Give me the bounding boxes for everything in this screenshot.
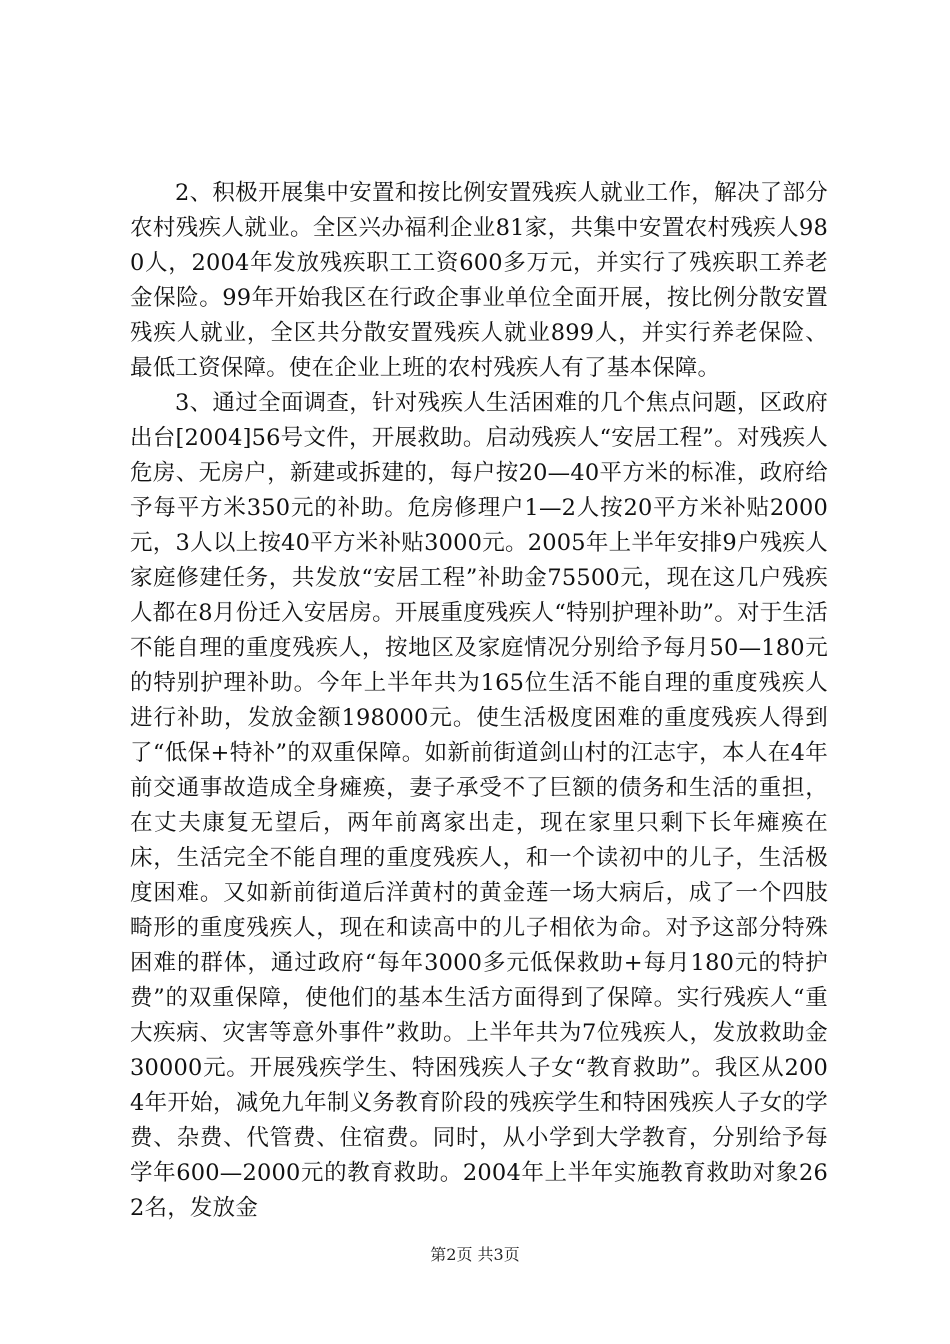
document-body (130, 176, 828, 1226)
paragraph-relief: 3、通过全面调查，针对残疾人生活困难的几个焦点问题，区政府出台[2004]56号文件，开展救助。启动残疾人“安居工程”。对残疾人危房、无房户，新建或拆建的，每户按20—40平方米的标准，政府给予每平方米350元的补助。危房修理户1—2人按20平方米补贴2000元，3人以上按40平方米补贴3000元。2005年上半年安排9户残疾人家庭修建任务，共发放“安居工程”补助金75500元，现在这几户残疾人都在8月份迁入安居房。开展重度残疾人“特别护理补助”。对于生活不能自理的重度残疾人，按地区及家庭情况分别给予每月50—180元的特别护理补助。今年上半年共为165位生活不能自理的重度残疾人进行补助，发放金额198000元。使生活极度困难的重度残疾人得到了“低保+特补”的双重保障。如新前街道剑山村的江志宇，本人在4年前交通事故造成全身瘫痪，妻子承受不了巨额的债务和生活的重担，在丈夫康复无望后，两年前离家出走，现在家里只剩下长年瘫痪在床，生活完全不能自理的重度残疾人，和一个读初中的儿子，生活极度困难。又如新前街道后洋黄村的黄金莲一场大病后，成了一个四肢畸形的重度残疾人，现在和读高中的儿子相依为命。对予这部分特殊困难的群体，通过政府“每年3000多元低保救助+每月180元的特护费”的双重保障，使他们的基本生活方面得到了保障。实行残疾人“重大疾病、灾害等意外事件”救助。上半年共为7位残疾人，发放救助金30000元。开展残疾学生、特困残疾人子女“教育救助”。我区从2004年开始，减免九年制义务教育阶段的残疾学生和特困残疾人子女的学费、杂费、代管费、住宿费。同时，从小学到大学教育，分别给予每学年600—2000元的教育救助。2004年上半年实施教育救助对象262名，发放金 (130, 390, 828, 1221)
page-number-footer: 第2页 共3页 (430, 1245, 520, 1264)
paragraph-employment: 2、积极开展集中安置和按比例安置残疾人就业工作，解决了部分农村残疾人就业。全区兴办福利企业81家，共集中安置农村残疾人980人，2004年发放残疾职工工资600多万元，并实行了残疾职工养老金保险。99年开始我区在行政企事业单位全面开展，按比例分散安置残疾人就业，全区共分散安置残疾人就业899人，并实行养老保险、最低工资保障。使在企业上班的农村残疾人有了基本保障。 (130, 180, 828, 381)
